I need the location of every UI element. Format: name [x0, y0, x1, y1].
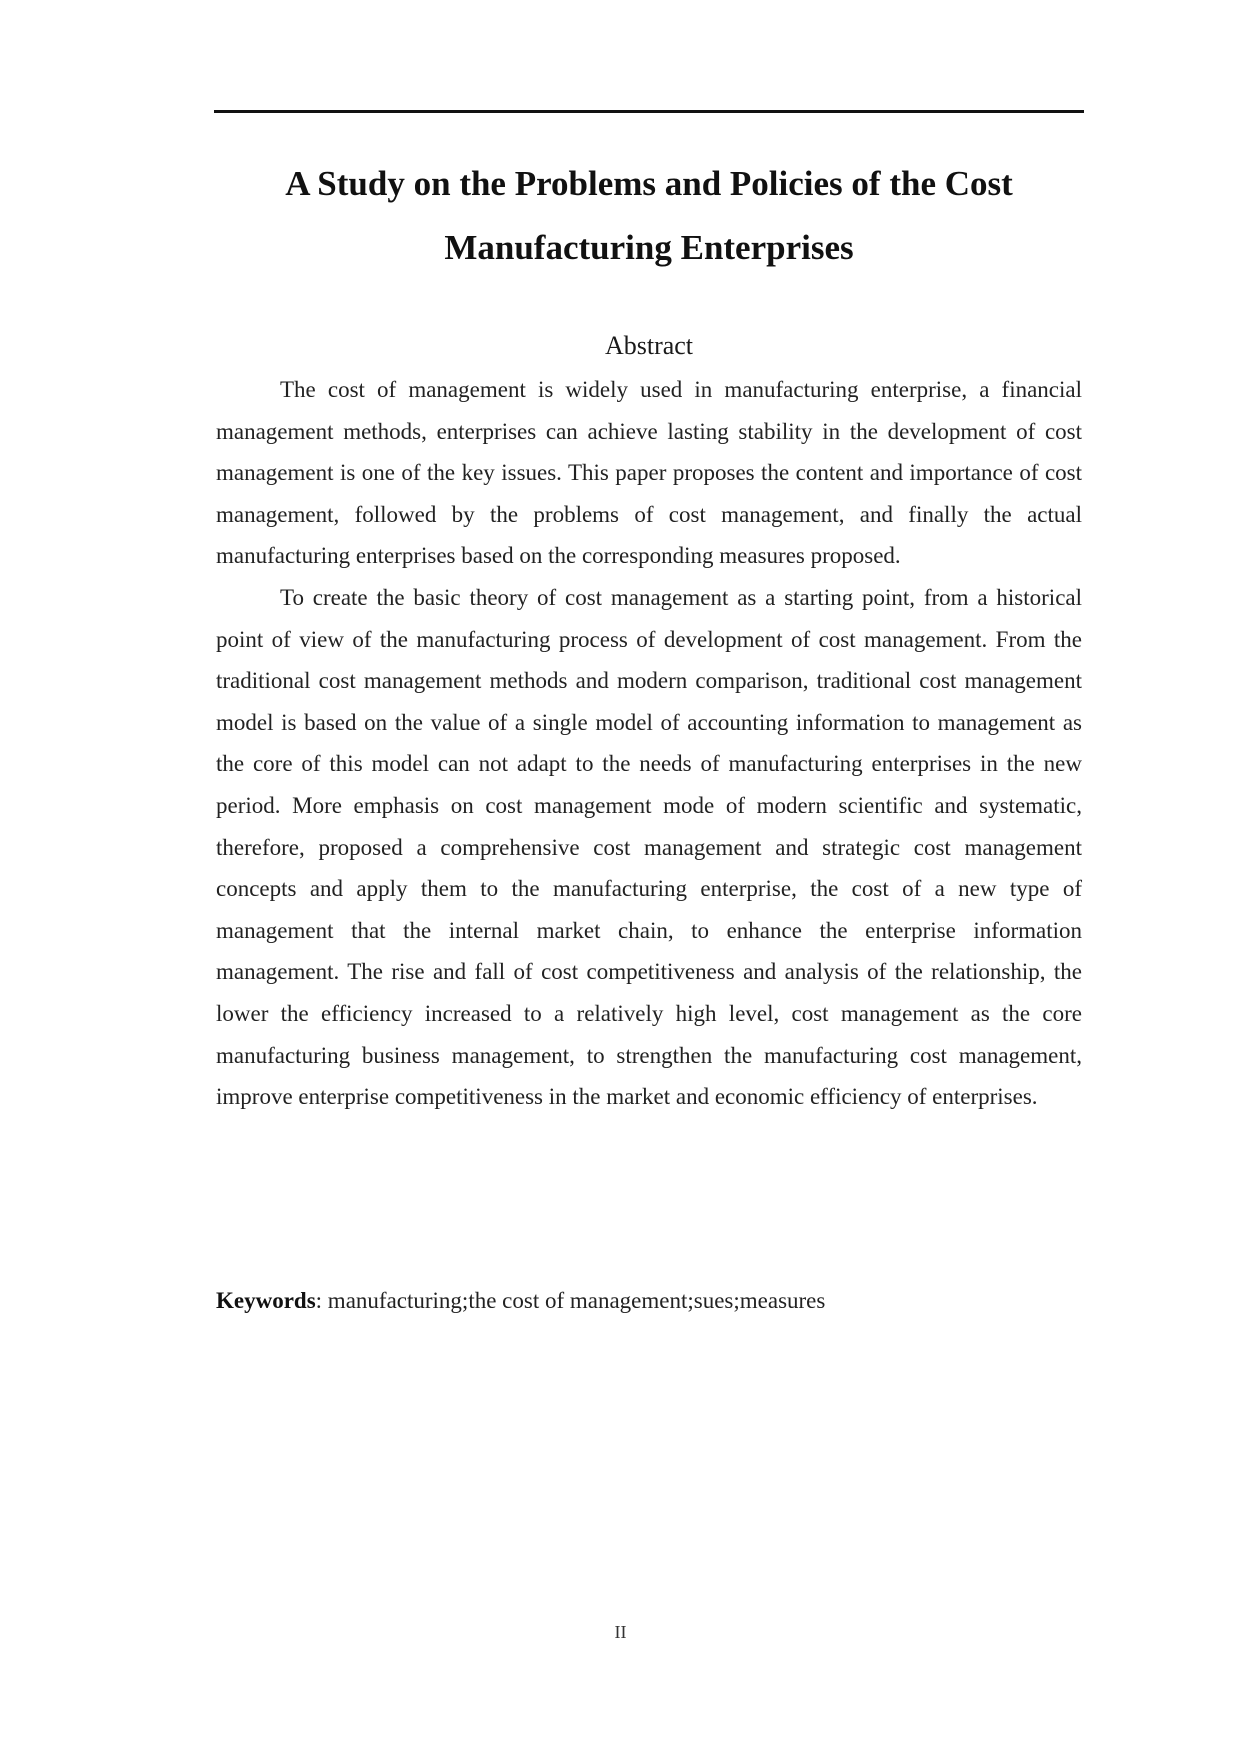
- abstract-body: [216, 369, 1082, 1118]
- abstract-paragraph: The cost of management is widely used in manufacturing enterprise, a financial management methods, enterprises can achieve lasting stability in the development of cost management is one of the key issues. This paper proposes the content and importance of cost management, followed by the problems of cost management, and finally the actual manufacturing enterprises based on the corresponding measures proposed.: [216, 377, 1082, 569]
- abstract-paragraph: To create the basic theory of cost management as a starting point, from a historical point of view of the manufacturing process of development of cost management. From the traditional cost management methods and modern comparison, traditional cost management model is based on the value of a single model of accounting information to management as the core of this model can not adapt to the needs of manufacturing enterprises in the new period. More emphasis on cost management mode of modern scientific and systematic, therefore, proposed a comprehensive cost management and strategic cost management concepts and apply them to the manufacturing enterprise, the cost of a new type of management that the internal market chain, to enhance the enterprise information management. The rise and fall of cost competitiveness and analysis of the relationship, the lower the efficiency increased to a relatively high level, cost management as the core manufacturing business management, to strengthen the manufacturing cost management, improve enterprise competitiveness in the market and economic efficiency of enterprises.: [216, 584, 1082, 1110]
- header-rule: [214, 110, 1084, 113]
- keywords-line: [216, 1281, 1082, 1321]
- document-title: A Study on the Problems and Policies of the Cost Manufacturing Enterprises: [285, 164, 1013, 267]
- page-number: II: [614, 1622, 627, 1642]
- keywords-text: : manufacturing;the cost of management;sues;measures: [315, 1288, 826, 1313]
- abstract-heading: Abstract: [604, 331, 694, 360]
- keywords-label: Keywords: [216, 1288, 316, 1313]
